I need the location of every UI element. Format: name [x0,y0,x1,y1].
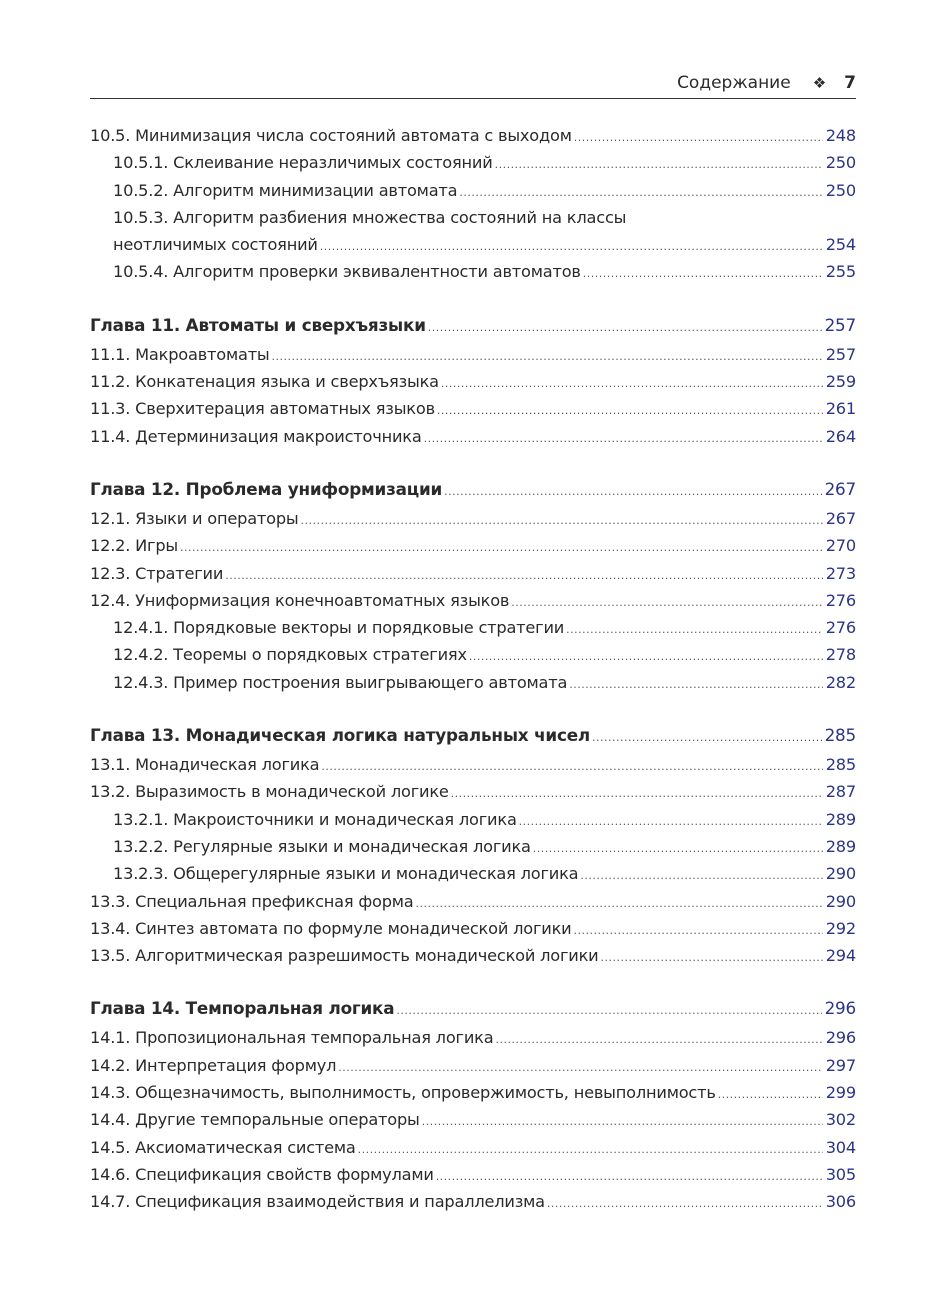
entry-page-number[interactable]: 289 [825,836,856,856]
entry-title: 13.1. Монадическая логика [90,755,320,775]
entry-title-continued: неотличимых состояний [113,235,318,255]
header-title: Содержание [677,73,791,93]
entry-page-number[interactable]: 305 [825,1164,856,1184]
entry-title: 14.1. Пропозициональная темпоральная логика [90,1028,494,1048]
toc-entry[interactable] [90,888,856,915]
entry-page-number[interactable]: 299 [825,1083,856,1103]
entry-page-number[interactable]: 290 [825,864,856,884]
entry-page-number[interactable]: 255 [825,262,856,282]
dot-leader [519,808,823,835]
dot-leader [451,780,823,807]
dot-leader [573,917,822,944]
toc-entry[interactable] [90,532,856,559]
entry-title: 11.3. Сверхитерация автоматных языков [90,399,435,419]
toc-entry[interactable] [90,177,856,204]
toc-entry[interactable] [90,641,856,668]
entry-title: 10.5. Минимизация числа состояний автомата с выходом [90,126,572,145]
dot-leader [583,260,823,287]
entry-page-number[interactable]: 261 [825,399,856,419]
dot-leader [601,944,823,971]
toc-entry[interactable] [90,1024,856,1051]
entry-page-number[interactable]: 296 [824,998,856,1019]
toc-entry[interactable] [90,1188,856,1215]
entry-title: 14.6. Спецификация свойств формулами [90,1164,434,1184]
dot-leader [428,312,822,343]
entry-title: 14.2. Интерпретация формул [90,1055,337,1075]
entry-page-number[interactable]: 267 [825,508,856,528]
entry-title: 13.5. Алгоритмическая разрешимость монадической логики [90,946,599,966]
dot-leader [437,397,823,424]
entry-title: 11.1. Макроавтоматы [90,344,270,364]
entry-title: 12.4.2. Теоремы о порядковых стратегиях [113,645,467,665]
entry-title: 12.4. Униформизация конечноавтоматных языков [90,590,510,610]
toc-entry-line[interactable] [90,204,856,231]
four-diamonds-icon: ❖ [812,74,827,92]
entry-page-number[interactable]: 306 [825,1192,856,1212]
toc-entry[interactable] [90,341,856,368]
toc-entry[interactable] [90,806,856,833]
dot-leader [422,1108,823,1135]
entry-title: 10.5.2. Алгоритм минимизации автомата [113,180,458,200]
entry-page-number[interactable]: 285 [824,725,856,746]
entry-title: 14.5. Аксиоматическая система [90,1137,356,1157]
entry-title: Глава 12. Проблема униформизации [90,478,443,499]
toc-entry[interactable] [90,1079,856,1106]
entry-page-number[interactable]: 250 [825,153,856,173]
entry-page-number[interactable]: 264 [825,426,856,446]
entry-page-number[interactable]: 289 [825,809,856,829]
entry-title: 12.4.3. Пример построения выигрывающего автомата [113,672,568,692]
entry-title: 14.3. Общезначимость, выполнимость, опровержимость, невыполнимость [90,1083,716,1103]
toc-chapter[interactable] [90,474,856,505]
entry-title: Глава 14. Темпоральная логика [90,998,395,1019]
toc-entry[interactable] [90,368,856,395]
entry-page-number[interactable]: 276 [825,618,856,638]
dot-leader [511,589,822,616]
dot-leader [444,476,821,507]
entry-page-number[interactable]: 302 [825,1110,856,1130]
toc-entry[interactable] [90,560,856,587]
entry-title: 11.2. Конкатенация языка и сверхъязыка [90,372,439,392]
toc-entry-line[interactable] [90,231,856,258]
toc-entry[interactable] [90,860,856,887]
toc-entry[interactable] [90,149,856,176]
entry-page-number[interactable]: 304 [825,1137,856,1157]
toc-entry[interactable] [90,614,856,641]
toc-entry[interactable] [90,1161,856,1188]
dot-leader [225,562,822,589]
entry-page-number[interactable]: 278 [825,645,856,665]
entry-page-number[interactable]: 292 [825,918,856,938]
dot-leader [272,343,823,370]
entry-page-number[interactable]: 267 [824,478,856,499]
entry-title: 13.4. Синтез автомата по формуле монадической логики [90,918,572,938]
toc-chapter[interactable] [90,993,856,1024]
entry-page-number[interactable]: 259 [825,372,856,392]
dot-leader [459,179,822,206]
entry-title: 14.7. Спецификация взаимодействия и параллелизма [90,1192,545,1212]
toc-chapter[interactable] [90,310,856,341]
dot-leader [338,1054,822,1081]
dot-leader [547,1190,823,1217]
dot-leader [416,890,823,917]
dot-leader [436,1163,823,1190]
table-of-contents [90,122,856,1216]
entry-page-number[interactable]: 282 [825,672,856,692]
entry-page-number[interactable]: 290 [825,891,856,911]
entry-title: 12.3. Стратегии [90,563,224,583]
toc-entry[interactable] [90,778,856,805]
dot-leader [574,124,823,151]
toc-chapter[interactable] [90,720,856,751]
toc-entry[interactable] [90,587,856,614]
entry-title: 14.4. Другие темпоральные операторы [90,1110,420,1130]
toc-entry[interactable] [90,122,856,149]
toc-entry[interactable] [90,1052,856,1079]
dot-leader [424,425,823,452]
entry-page-number[interactable]: 248 [825,126,856,145]
dot-leader [396,995,821,1026]
running-header [90,68,856,99]
toc-entry[interactable] [90,915,856,942]
toc-entry[interactable] [90,833,856,860]
toc-entry[interactable] [90,505,856,532]
entry-page-number[interactable]: 294 [825,946,856,966]
dot-leader [495,1026,822,1053]
entry-page-number[interactable]: 273 [825,563,856,583]
dot-leader [533,835,823,862]
dot-leader [180,534,823,561]
dot-leader [580,862,822,889]
entry-page-number[interactable]: 287 [825,782,856,802]
entry-page-number[interactable]: 297 [825,1055,856,1075]
entry-title: 13.2. Выразимость в монадической логике [90,782,449,802]
entry-title: 12.2. Игры [90,536,179,556]
entry-title: Глава 11. Автоматы и сверхъязыки [90,314,426,335]
entry-title: 11.4. Детерминизация макроисточника [90,426,422,446]
dot-leader [569,671,822,698]
entry-title: 13.2.1. Макроисточники и монадическая логика [113,809,517,829]
toc-entry[interactable] [90,1134,856,1161]
entry-title: 13.2.2. Регулярные языки и монадическая логика [113,836,531,856]
entry-title: 12.4.1. Порядковые векторы и порядковые стратегии [113,618,565,638]
entry-title: 10.5.1. Склеивание неразличимых состояний [113,153,493,173]
dot-leader [495,151,823,178]
toc-entry[interactable] [90,669,856,696]
entry-title: 12.1. Языки и операторы [90,508,299,528]
entry-page-number[interactable]: 254 [825,235,856,255]
entry-title: 13.3. Специальная префиксная форма [90,891,414,911]
dot-leader [718,1081,823,1108]
entry-page-number[interactable]: 270 [825,536,856,556]
entry-page-number[interactable]: 250 [825,180,856,200]
page-number: 7 [844,73,856,93]
dot-leader [469,643,823,670]
dot-leader [358,1136,823,1163]
entry-title: 13.2.3. Общерегулярные языки и монадическая логика [113,864,579,884]
dot-leader [320,233,823,260]
dot-leader [441,370,823,397]
toc-entry[interactable] [90,751,856,778]
dot-leader [301,507,823,534]
dot-leader [566,616,823,643]
dot-leader [592,722,822,753]
toc-entry[interactable] [90,258,856,285]
toc-entry[interactable] [90,942,856,969]
dot-leader [321,753,822,780]
entry-title: 10.5.3. Алгоритм разбиения множества состояний на классы [113,207,627,227]
toc-entry[interactable] [90,1106,856,1133]
entry-title: 10.5.4. Алгоритм проверки эквивалентности автоматов [113,262,581,282]
entry-page-number[interactable]: 285 [825,755,856,775]
entry-page-number[interactable]: 276 [825,590,856,610]
toc-entry[interactable] [90,395,856,422]
entry-page-number[interactable]: 257 [825,344,856,364]
entry-page-number[interactable]: 257 [824,314,856,335]
toc-entry[interactable] [90,423,856,450]
entry-page-number[interactable]: 296 [825,1028,856,1048]
entry-title: Глава 13. Монадическая логика натуральных чисел [90,725,590,746]
